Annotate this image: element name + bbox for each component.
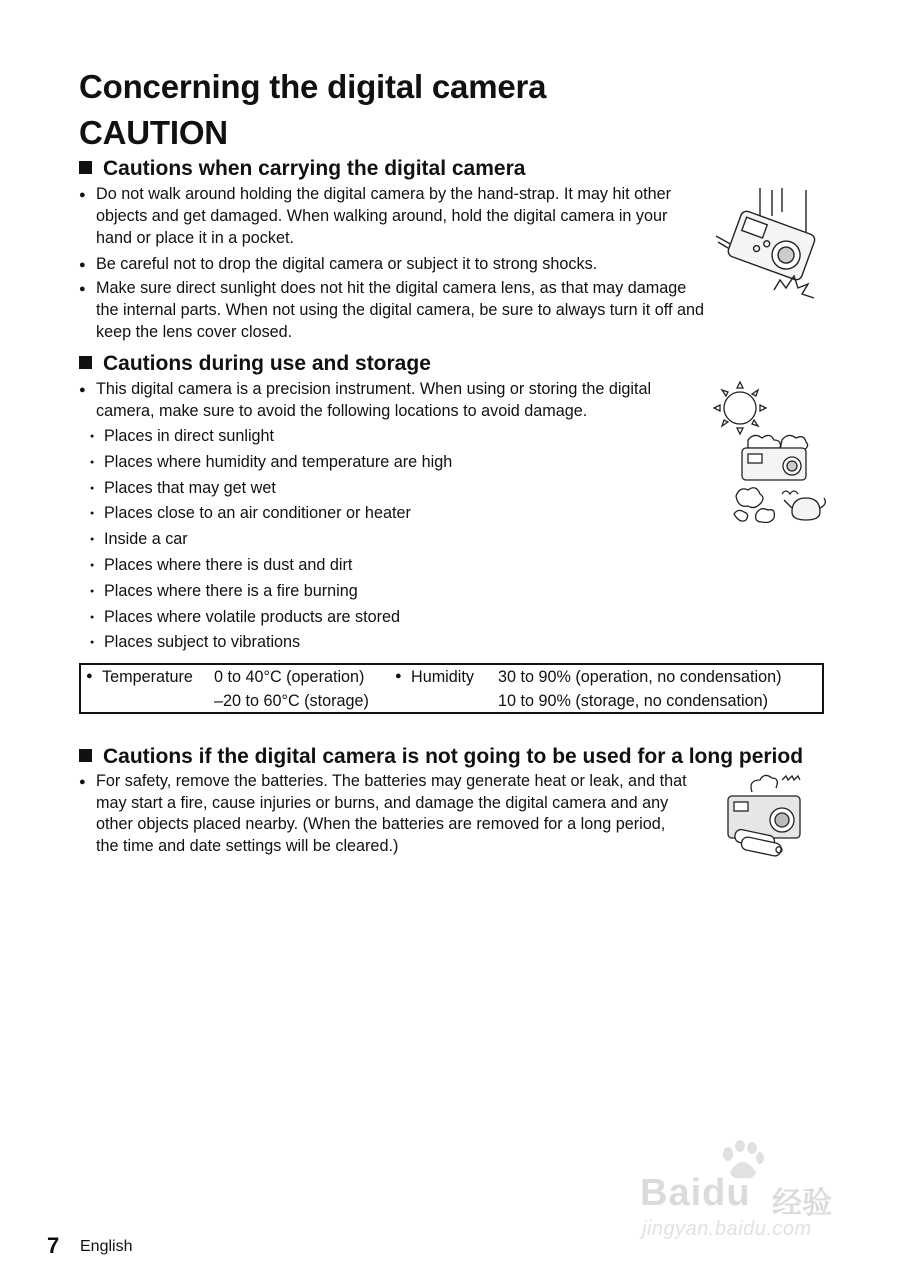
bullet-icon: ● bbox=[86, 670, 93, 682]
bullet-icon: ● bbox=[395, 670, 402, 682]
section-heading-carrying: Cautions when carrying the digital camera bbox=[79, 158, 525, 179]
section-heading-storage: Cautions during use and storage bbox=[79, 353, 431, 374]
watermark-brand-cn: 经验 bbox=[772, 1187, 832, 1220]
bullet-icon bbox=[90, 631, 104, 657]
list-item: ●Inside a car bbox=[90, 528, 188, 554]
specs-table bbox=[79, 663, 824, 714]
list-item: ● For safety, remove the batteries. The batteries may generate heat or leak, and that may start a fire, cause injuries or burns, and damage the digital camera and any other objects placed nearby. (When the batteries are removed for a long period, the time and date settings will be cleared.) bbox=[79, 771, 691, 857]
page-subtitle: CAUTION bbox=[79, 114, 228, 151]
list-item: ● Be careful not to drop the digital camera or subject it to strong shocks. bbox=[79, 253, 694, 275]
watermark bbox=[640, 1140, 860, 1245]
list-item: ●Places where volatile products are stored bbox=[90, 606, 400, 632]
camera-batteries-icon bbox=[722, 772, 810, 858]
humidity-operation: 30 to 90% (operation, no condensation) bbox=[498, 668, 782, 686]
bullet-icon bbox=[90, 528, 104, 554]
bullet-icon bbox=[90, 425, 104, 451]
bullet-icon bbox=[79, 771, 95, 795]
page-language: English bbox=[80, 1238, 133, 1255]
list-item: ●Places where there is dust and dirt bbox=[90, 554, 352, 580]
humidity-label: Humidity bbox=[411, 668, 474, 686]
list-item: ●Places subject to vibrations bbox=[90, 631, 300, 657]
humidity-storage: 10 to 90% (storage, no condensation) bbox=[498, 692, 768, 710]
section-heading-long-period: Cautions if the digital camera is not going to be used for a long period bbox=[79, 746, 803, 767]
page-title: Concerning the digital camera bbox=[79, 68, 547, 105]
temperature-label: Temperature bbox=[102, 668, 193, 686]
bullet-icon bbox=[79, 253, 95, 277]
bullet-icon bbox=[90, 477, 104, 503]
square-bullet-icon bbox=[79, 749, 92, 762]
list-item: ●Places in direct sunlight bbox=[90, 425, 274, 451]
bullet-icon bbox=[90, 580, 104, 606]
list-item: ● Make sure direct sunlight does not hit the digital camera lens, as that may damage the internal parts. When not using the digital camera, be sure to always turn it off and keep the lens cover closed. bbox=[79, 277, 709, 343]
list-item: ●Places close to an air conditioner or heater bbox=[90, 502, 411, 528]
watermark-brand: Baidu bbox=[640, 1172, 751, 1214]
bullet-icon bbox=[79, 277, 95, 301]
list-item: ● This digital camera is a precision instrument. When using or storing the digital camera, make sure to avoid the following locations to avoid damage. bbox=[79, 378, 691, 422]
watermark-url: jingyan.baidu.com bbox=[642, 1218, 812, 1240]
dropping-camera-icon bbox=[712, 186, 822, 308]
bullet-icon bbox=[90, 554, 104, 580]
bullet-icon bbox=[90, 606, 104, 632]
square-bullet-icon bbox=[79, 356, 92, 369]
temperature-operation: 0 to 40°C (operation) bbox=[214, 668, 365, 686]
bullet-icon bbox=[90, 451, 104, 477]
list-item: ●Places where humidity and temperature are high bbox=[90, 451, 452, 477]
list-item: ●Places where there is a fire burning bbox=[90, 580, 358, 606]
page-number: 7 bbox=[47, 1233, 60, 1258]
bullet-icon bbox=[79, 183, 95, 207]
list-item: ●Places that may get wet bbox=[90, 477, 276, 503]
storage-hazards-icon bbox=[712, 380, 830, 530]
bullet-icon bbox=[90, 502, 104, 528]
temperature-storage: –20 to 60°C (storage) bbox=[214, 692, 369, 710]
list-item: ● Do not walk around holding the digital camera by the hand-strap. It may hit other objects and get damaged. When walking around, hold the digital camera in your hand or place it in a pocket. bbox=[79, 183, 694, 249]
square-bullet-icon bbox=[79, 161, 92, 174]
bullet-icon bbox=[79, 378, 95, 402]
